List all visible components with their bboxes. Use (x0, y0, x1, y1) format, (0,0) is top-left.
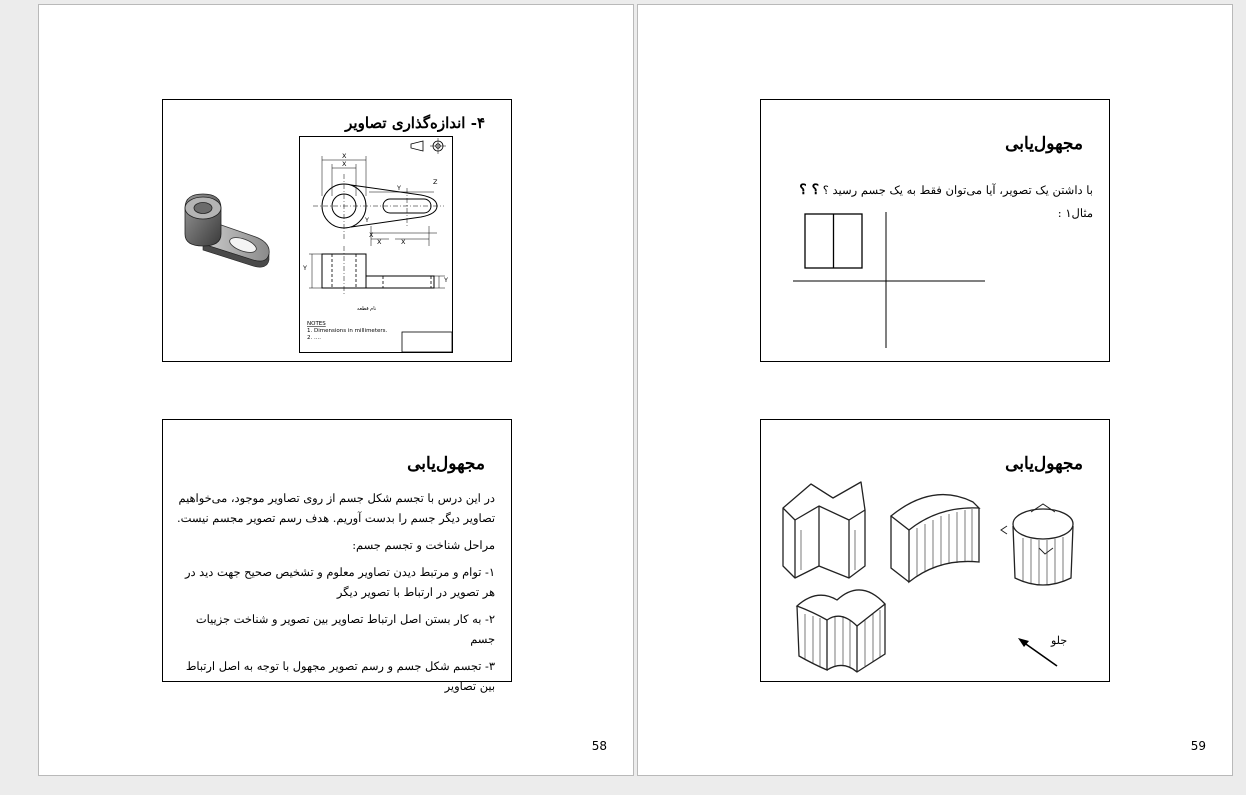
dim-label: Y (365, 216, 369, 224)
slide-body (175, 488, 495, 703)
paragraph: در این درس با تجسم شکل جسم از روی تصاویر موجود، می‌خواهیم تصاویر دیگر جسم را بدست آوریم. هدف رسم تصویر مجسم نیست. (177, 491, 495, 525)
slide-title: ۴- اندازه‌گذاری تصاویر (345, 114, 485, 132)
slide-unknown-finding-question (760, 99, 1110, 362)
solid-sketch-1 (783, 482, 865, 578)
page-59 (637, 4, 1233, 776)
dim-label: Y (303, 264, 307, 272)
dim-label: X (342, 152, 347, 160)
single-view-drawing (791, 208, 987, 350)
note-item: 2. .... (307, 335, 321, 341)
dim-label: X (342, 160, 347, 168)
solid-sketch-2 (891, 495, 979, 582)
paragraph: ۱- توام و مرتبط دیدن تصاویر معلوم و تشخیص صحیح جهت دید در هر تصویر در ارتباط با تصویر دیگر (184, 565, 495, 599)
dim-label: X (377, 238, 382, 246)
paragraph: مراحل شناخت و تجسم جسم: (352, 538, 495, 552)
paragraph: ۳- تجسم شکل جسم و رسم تصویر مجهول با توجه به اصل ارتباط بین تصاویر (185, 659, 495, 693)
solid-sketch-3 (1001, 504, 1073, 585)
question: با داشتن یک تصویر، آیا می‌توان فقط به یک جسم رسید ؟ (822, 183, 1093, 197)
dim-label: Y (397, 184, 401, 192)
dim-label: Y (444, 276, 448, 284)
slide-title: مجهول‌یابی (407, 454, 485, 474)
note-item: 1. Dimensions in millimeters. (307, 328, 388, 334)
solid-sketch-4 (797, 590, 885, 672)
front-label: جلو (1051, 634, 1068, 647)
slide-title: مجهول‌یابی (1005, 454, 1083, 474)
page-number: 58 (591, 739, 607, 753)
dim-label: Z (433, 178, 438, 186)
page-58 (38, 4, 634, 776)
slide-dimensioning (162, 99, 512, 362)
example-label: مثال۱ : (1057, 206, 1093, 220)
dim-label: X (401, 238, 406, 246)
dim-label: X (369, 231, 374, 239)
notes-heading: NOTES (307, 321, 326, 327)
paragraph: ۲- به کار بستن اصل ارتباط تصاویر بین تصویر و شناخت جزییات جسم (195, 612, 495, 646)
slide-candidate-solids (760, 419, 1110, 682)
page-number: 59 (1190, 739, 1206, 753)
question-marks: ؟ ؟ (799, 182, 820, 198)
question-text (799, 182, 1093, 198)
isometric-part-illustration (181, 188, 277, 272)
slide-unknown-finding-intro (162, 419, 512, 693)
orthographic-drawing-sheet (299, 136, 454, 354)
slide-title: مجهول‌یابی (1005, 134, 1083, 154)
part-name-label: نام قطعه (357, 306, 377, 312)
